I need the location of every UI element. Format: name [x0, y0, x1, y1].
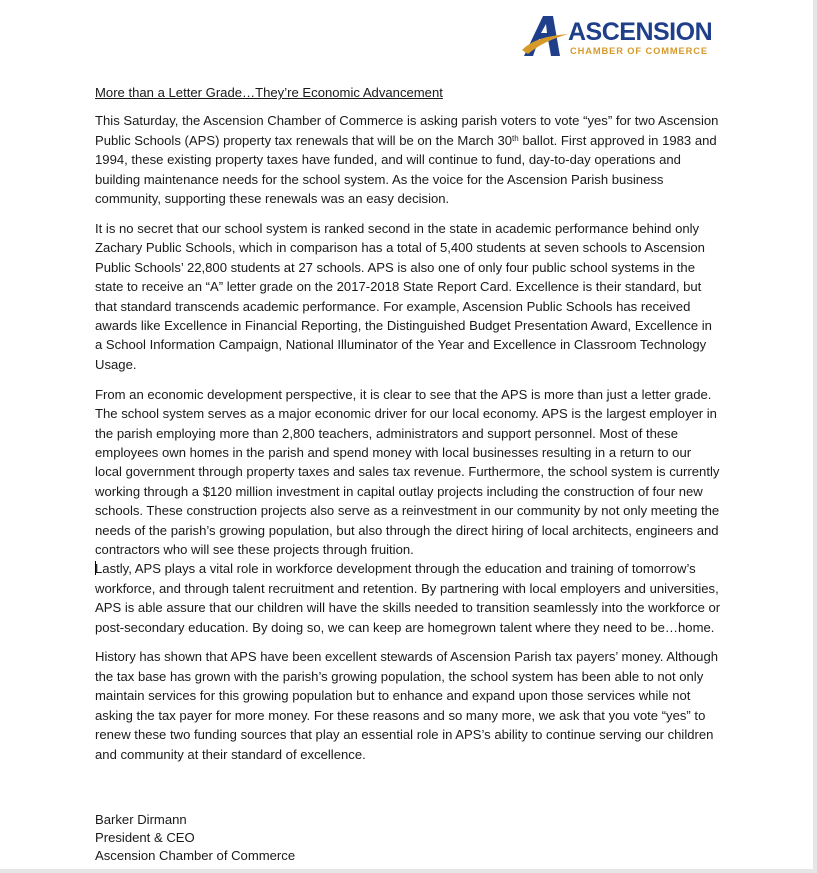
paragraph-economic [95, 385, 721, 637]
ascension-a-swoosh-icon [522, 14, 572, 58]
paragraph-intro [95, 111, 721, 208]
logo-name: ASCENSION [568, 18, 713, 46]
signer-role: President & CEO [95, 830, 195, 845]
paragraph-economic-part2-text: Lastly, APS plays a vital role in workforce development through the education and training of tomorrow’s workforce, and through talent recruitment and retention. By partnering with local employers and universities, APS is able assure that our children will have the skills needed to transition seamlessly into the workforce or post-secondary education. By doing so, we can keep are homegrown talent where they need to be…home. [95, 561, 721, 635]
letter-title: More than a Letter Grade…They’re Economic Advancement [95, 85, 443, 100]
page-shadow-bottom [0, 869, 817, 873]
page-shadow-right [813, 0, 817, 873]
paragraph-closing: History has shown that APS have been excellent stewards of Ascension Parish tax payers’ money. Although the tax base has grown with the parish’s growing population, the school system has been able to not only maintain services for this growing population but to enhance and expand upon those services while not asking the tax payer for more money. For these reasons and so many more, we ask that you vote “yes” to renew these two funding sources that play an essential role in APS’s ability to continue serving our children and community at their standard of excellence. [95, 649, 719, 762]
paragraph-intro-text-b: ballot. First approved in 1983 and 1994, these existing property taxes have funded, and will continue to fund, day-to-day operations and building maintenance needs for the school system. As the voice for the Ascension Parish business community, supporting these renewals was an easy decision. [95, 132, 717, 207]
paragraph-performance: It is no secret that our school system is ranked second in the state in academic performance behind only Zachary Public Schools, which in comparison has a total of 5,400 students at seven schools to Ascension Public Schools’ 22,800 students at 27 schools. APS is also one of only four public school systems in the state to receive an “A” letter grade on the 2017-2018 State Report Card. Excellence is their standard, but that standard transcends academic performance. For example, Ascension Public Schools has received awards like Excellence in Financial Reporting, the Distinguished Budget Presentation Award, Excellence in a School Information Campaign, National Illuminator of the Year and Excellence in Classroom Technology Usage. [95, 220, 712, 372]
signer-name: Barker Dirmann [95, 812, 187, 827]
paragraph-economic-part1: From an economic development perspective, it is clear to see that the APS is more than just a letter grade. The school system serves as a major economic driver for our local economy. APS is the largest employer in the parish employing more than 2,800 teachers, administrators and support personnel. Most of these employees own homes in the parish and spend money with local businesses resulting in a return to our local government through property taxes and sales tax revenue. Furthermore, the school system is currently working through a $120 million investment in capital outlay projects including the construction of four new schools. These construction projects also serve as a reinvestment in our community by not only meeting the needs of the parish’s growing population, but also through the direct hiring of local architects, engineers and contractors who will see these projects through fruition. [95, 386, 720, 557]
signature-block [95, 811, 295, 865]
ordinal-suffix: th [512, 133, 519, 143]
chamber-logo [522, 14, 722, 58]
paragraph-intro-text-a: This Saturday, the Ascension Chamber of Commerce is asking parish voters to vote “yes” for two Ascension Public Schools (APS) property tax renewals that will be on the March 30 [95, 113, 719, 148]
logo-subtitle: CHAMBER OF COMMERCE [570, 46, 708, 56]
signer-organization: Ascension Chamber of Commerce [95, 848, 296, 863]
paragraph-economic-part2 [95, 559, 721, 637]
letter-body [95, 83, 721, 774]
